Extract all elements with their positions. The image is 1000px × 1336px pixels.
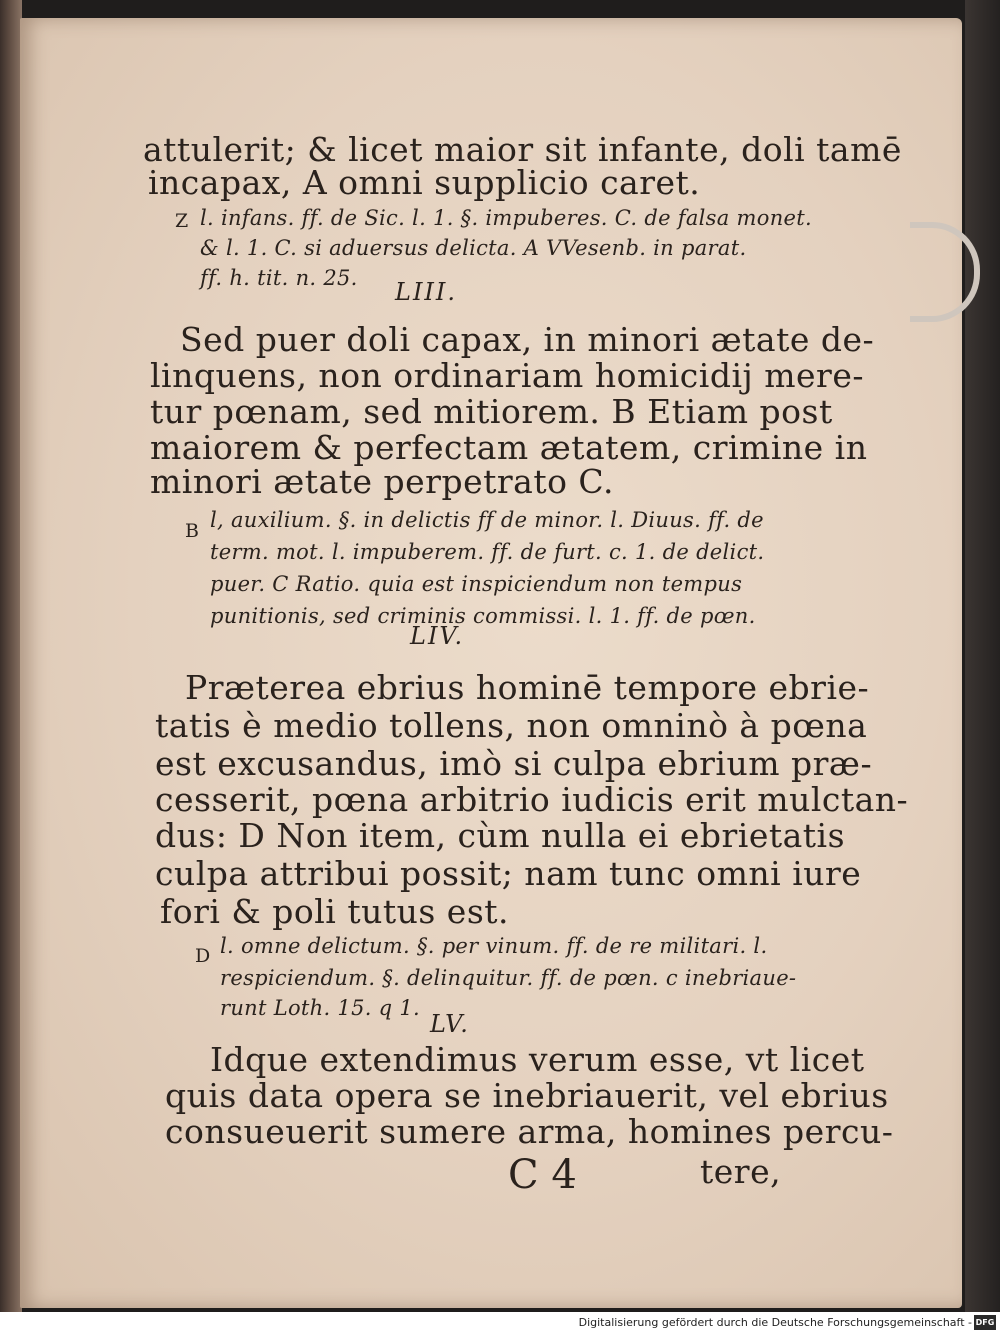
text-line-15: Idque extendimus verum esse, vt licet bbox=[210, 1040, 865, 1079]
footer-text: Digitalisierung gefördert durch die Deutsche Forschungsgemeinschaft - bbox=[578, 1316, 972, 1329]
catchword: tere, bbox=[700, 1152, 782, 1191]
text-line-14: fori & poli tutus est. bbox=[160, 892, 510, 931]
footnote-line-9: respiciendum. §. delinquitur. ff. de pœn. c inebriaue- bbox=[220, 966, 797, 990]
scan-edge-strip bbox=[965, 0, 1000, 1312]
text-line-16: quis data opera se inebriauerit, vel ebrius bbox=[165, 1076, 889, 1115]
marginal-note-marker-z: Z bbox=[175, 210, 189, 232]
book-spine bbox=[0, 0, 22, 1312]
text-line-2: incapax, A omni supplicio caret. bbox=[148, 163, 701, 202]
section-heading-liv: LIV. bbox=[410, 622, 465, 650]
marginal-note-marker-d: D bbox=[195, 945, 211, 967]
text-line-7: minori ætate perpetrato C. bbox=[150, 462, 614, 501]
text-line-13: culpa attribui possit; nam tunc omni iure bbox=[155, 854, 862, 893]
text-line-8: Præterea ebrius hominē tempore ebrie- bbox=[185, 668, 870, 707]
footnote-line-4: l, auxilium. §. in delictis ff de minor. l. Diuus. ff. de bbox=[210, 508, 764, 532]
text-line-3: Sed puer doli capax, in minori ætate de- bbox=[180, 320, 875, 359]
footnote-line-1: l. infans. ff. de Sic. l. 1. §. impuberes. C. de falsa monet. bbox=[200, 206, 812, 230]
footnote-line-7: punitionis, sed criminis commissi. l. 1. ff. de pœn. bbox=[210, 604, 756, 628]
text-line-4: linquens, non ordinariam homicidij mere- bbox=[150, 356, 865, 395]
text-line-10: est excusandus, imò si culpa ebrium præ- bbox=[155, 744, 873, 783]
footer-bar bbox=[0, 1312, 1000, 1336]
footnote-line-8: l. omne delictum. §. per vinum. ff. de re militari. l. bbox=[220, 934, 768, 958]
footnote-line-10: runt Loth. 15. q 1. bbox=[220, 996, 421, 1020]
footnote-line-3: ff. h. tit. n. 25. bbox=[200, 266, 358, 290]
section-heading-lv: LV. bbox=[430, 1010, 470, 1038]
footnote-line-2: & l. 1. C. si aduersus delicta. A VVesenb. in parat. bbox=[200, 236, 747, 260]
text-line-6: maiorem & perfectam ætatem, crimine in bbox=[150, 428, 868, 467]
text-line-12: dus: D Non item, cùm nulla ei ebrietatis bbox=[155, 816, 846, 855]
text-line-9: tatis è medio tollens, non omninò à pœna bbox=[155, 706, 868, 745]
marginal-note-marker-b: B bbox=[185, 520, 199, 542]
text-line-1: attulerit; & licet maior sit infante, doli tamē bbox=[143, 130, 902, 169]
footnote-line-5: term. mot. l. impuberem. ff. de furt. c. 1. de delict. bbox=[210, 540, 765, 564]
section-heading-liii: LIII. bbox=[395, 278, 458, 306]
signature-mark: C 4 bbox=[508, 1152, 577, 1198]
text-line-5: tur pœnam, sed mitiorem. B Etiam post bbox=[150, 392, 833, 431]
text-line-11: cesserit, pœna arbitrio iudicis erit mulctan- bbox=[155, 780, 909, 819]
text-line-17: consueuerit sumere arma, homines percu- bbox=[165, 1112, 894, 1151]
footnote-line-6: puer. C Ratio. quia est inspiciendum non tempus bbox=[210, 572, 743, 596]
dfg-logo: DFG bbox=[974, 1315, 996, 1330]
